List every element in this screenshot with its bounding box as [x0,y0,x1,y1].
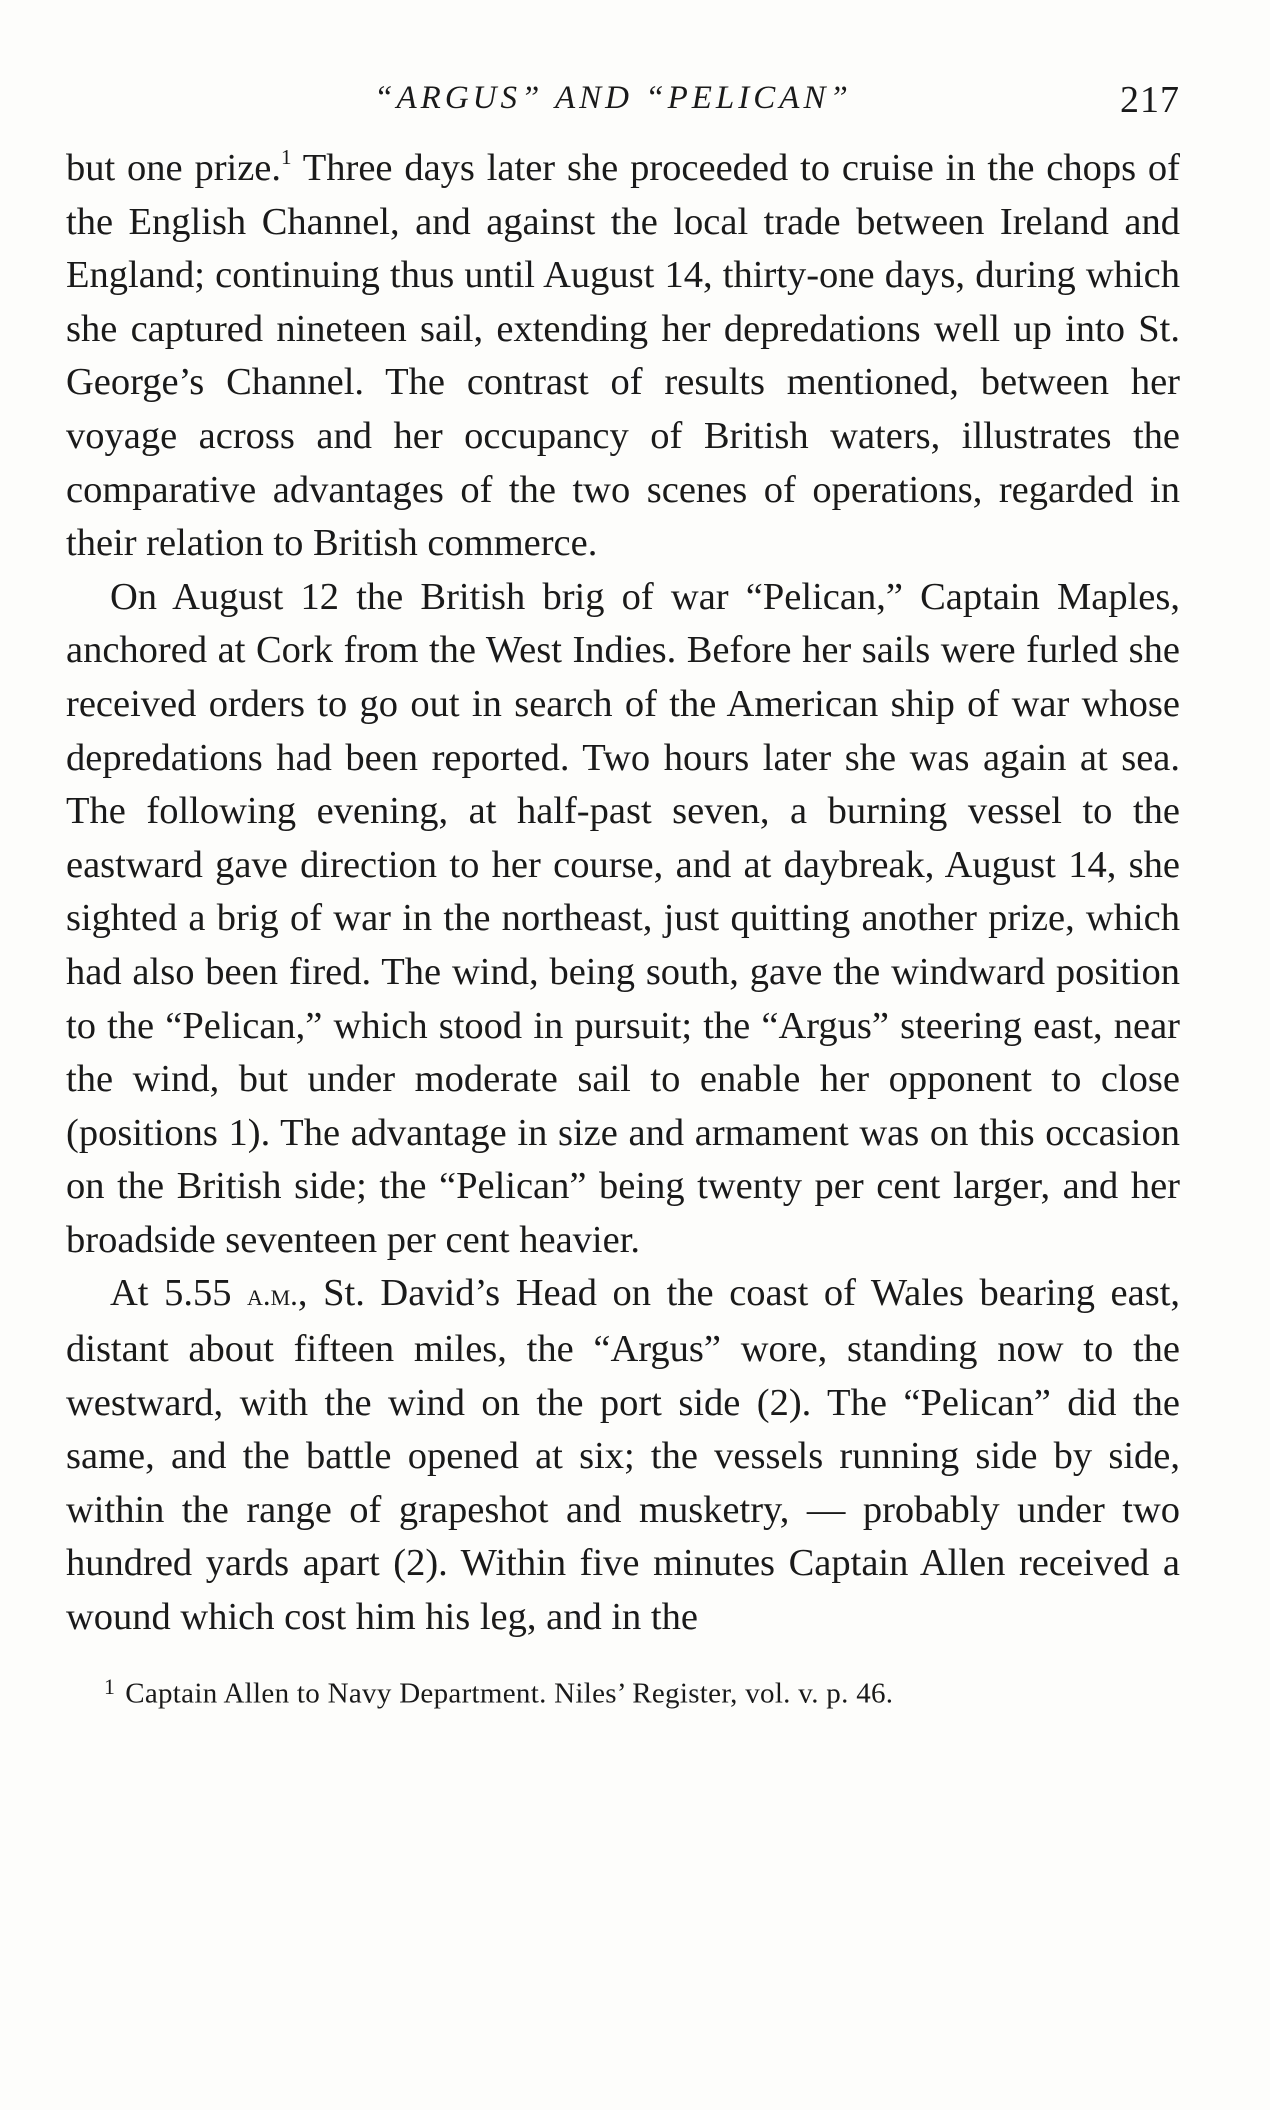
footnote-text: Captain Allen to Navy Department. Niles’ Register, vol. v. p. 46. [125,1677,894,1710]
paragraph-1-start: but one prize. [66,147,282,189]
paragraph-3-time: At 5.55 [110,1272,232,1315]
paragraph-3-rest: , St. David’s Head on the coast of Wales bearing east, distant about fifteen miles, the “Argus” wore, standing now to the westward, with the wind on the port side (2). The “Pelican” did the same, and the battle opened at six; the vessels running side by side, within the range of grapeshot and musketry, — probably under two hundred yards apart (2). Within five minutes Captain Allen received a wound which cost him his leg, and in the [66,1272,1181,1639]
footnote-mark: 1 [104,1674,116,1699]
book-page [66,72,1180,2072]
paragraph-1 [66,142,1180,571]
paragraph-1-rest: Three days later she proceeded to cruise in the chops of the English Channel, and against the local trade between Ireland and England; continuing thus until August 14, thirty-one days, during which she captured nineteen sail, extending her depredations well up into St. George’s Channel. The contrast of results mentioned, between her voyage across and her occupancy of British waters, illustrates the comparative advantages of the two scenes of operations, regarded in their relation to British commerce. [66,147,1180,565]
page-number: 217 [1120,79,1180,121]
running-title: “ARGUS” AND “PELICAN” [374,80,852,116]
paragraph-3 [66,1267,1180,1644]
body-text [66,142,1180,1645]
footnote-reference: 1 [281,145,292,170]
paragraph-3-am: a.m. [247,1278,298,1313]
paragraph-2: On August 12 the British brig of war “Pelican,” Captain Maples, anchored at Cork from the West Indies. Before her sails were furled she received orders to go out in search of the American ship of war whose depredations had been reported. Two hours later she was again at sea. The following evening, at half-past seven, a burning vessel to the eastward gave direction to her course, and at daybreak, August 14, she sighted a brig of war in the northeast, just quitting another prize, which had also been fired. The wind, being south, gave the windward position to the “Pelican,” which stood in pursuit; the “Argus” steering east, near the wind, but under moderate sail to enable her opponent to close (positions 1). The advantage in size and armament was on this occasion on the British side; the “Pelican” being twenty per cent larger, and her broadside seventeen per cent heavier. [66,575,1180,1261]
running-head [66,72,1180,136]
footnote [66,1667,1180,1714]
